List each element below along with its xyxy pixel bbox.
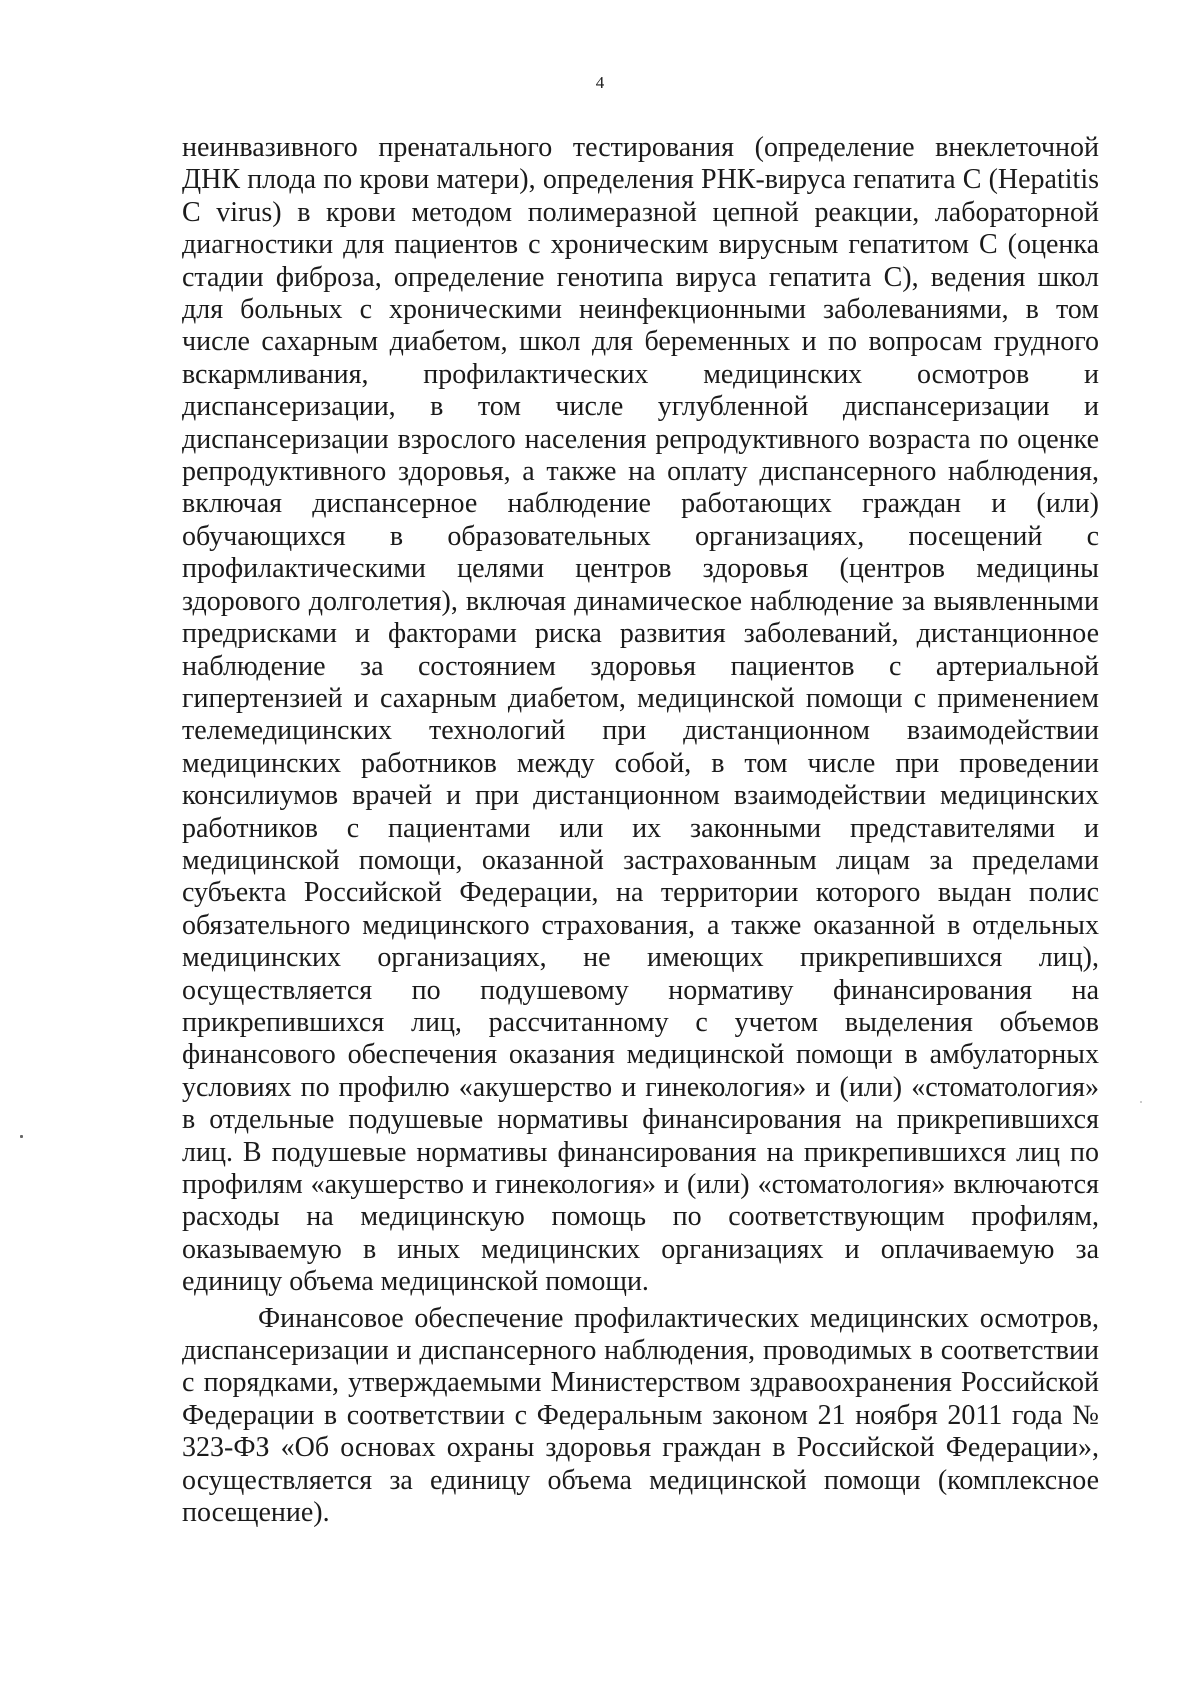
document-body xyxy=(182,132,1099,1529)
scan-speck xyxy=(20,1135,23,1138)
paragraph-continuation: неинвазивного пренатального тестирования (определение внеклеточной ДНК плода по крови матери), определения РНК-вируса гепатита С (Hepatitis C virus) в крови методом полимеразной цепной реакции, лабораторной диагностики для пациентов с хроническим вирусным гепатитом С (оценка стадии фиброза, определение генотипа вируса гепатита С), ведения школ для больных с хроническими неинфекционными заболеваниями, в том числе сахарным диабетом, школ для беременных и по вопросам грудного вскармливания, профилактических медицинских осмотров и диспансеризации, в том числе углубленной диспансеризации и диспансеризации взрослого населения репродуктивного возраста по оценке репродуктивного здоровья, а также на оплату диспансерного наблюдения, включая диспансерное наблюдение работающих граждан и (или) обучающихся в образовательных организациях, посещений с профилактическими целями центров здоровья (центров медицины здорового долголетия), включая динамическое наблюдение за выявленными предрисками и факторами риска развития заболеваний, дистанционное наблюдение за состоянием здоровья пациентов с артериальной гипертензией и сахарным диабетом, медицинской помощи с применением телемедицинских технологий при дистанционном взаимодействии медицинских работников между собой, в том числе при проведении консилиумов врачей и при дистанционном взаимодействии медицинских работников с пациентами или их законными представителями и медицинской помощи, оказанной застрахованным лицам за пределами субъекта Российской Федерации, на территории которого выдан полис обязательного медицинского страхования, а также оказанной в отдельных медицинских организациях, не имеющих прикрепившихся лиц), осуществляется по подушевому нормативу финансирования на прикрепившихся лиц, рассчитанному с учетом выделения объемов финансового обеспечения оказания медицинской помощи в амбулаторных условиях по профилю «акушерство и гинекология» и (или) «стоматология» в отдельные подушевые нормативы финансирования на прикрепившихся лиц. В подушевые нормативы финансирования на прикрепившихся лиц по профилям «акушерство и гинекология» и (или) «стоматология» включаются расходы на медицинскую помощь по соответствующим профилям, оказываемую в иных медицинских организациях и оплачиваемую за единицу объема медицинской помощи. xyxy=(182,132,1099,1298)
page-number: 4 xyxy=(595,73,605,92)
paragraph-financing-preventive-exams: Финансовое обеспечение профилактических медицинских осмотров, диспансеризации и диспансерного наблюдения, проводимых в соответствии с порядками, утверждаемыми Министерством здравоохранения Российской Федерации в соответствии с Федеральным законом 21 ноября 2011 года № 323-ФЗ «Об основах охраны здоровья граждан в Российской Федерации», осуществляется за единицу объема медицинской помощи (комплексное посещение). xyxy=(182,1302,1099,1529)
scan-speck xyxy=(1140,1101,1142,1103)
